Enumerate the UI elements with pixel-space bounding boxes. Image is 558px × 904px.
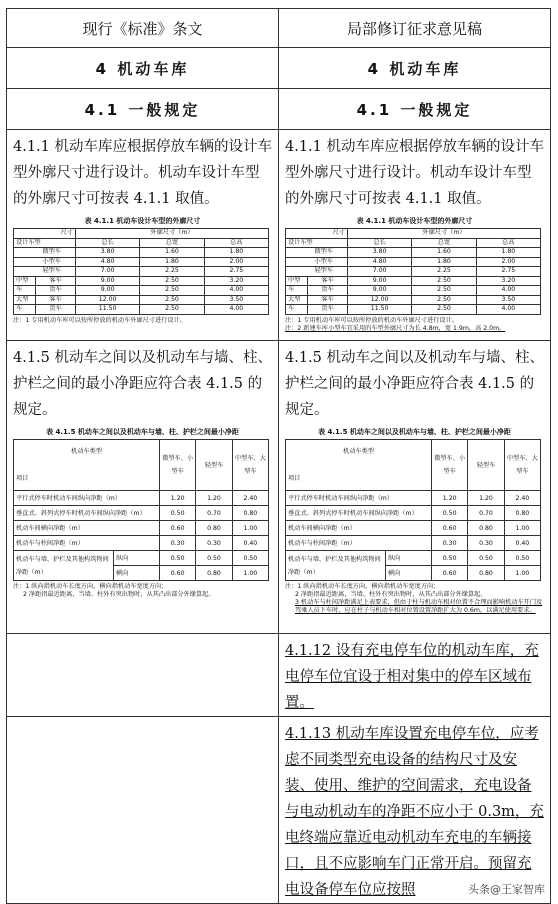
t415-value-cell: 2.40 — [232, 491, 268, 506]
t415-value-cell: 0.30 — [432, 536, 468, 551]
watermark: 头条@王家智库 — [465, 880, 548, 898]
t411-value-cell: 3.50 — [476, 295, 540, 305]
t411-value-cell: 2.50 — [412, 276, 476, 286]
t415-label-cell: 垂直式、斜列式停车时机动车间纵向净距（m） — [286, 506, 432, 521]
table-row — [286, 521, 541, 536]
t415-value-cell: 0.30 — [196, 536, 232, 551]
clause-411-left-cell — [7, 130, 279, 341]
clause-4113-text: 4.1.13 机动车库设置充电停车位，应考虑不同类型充电设备的结构尺寸及安装、使用、维护的空间需求，充电设备与电动机动车的净距不应小于 0.3m，充电终端应靠近电动机动车充电的车辆接口，且不应影响车门正常开启。预留充电设备停车位应按照 — [285, 726, 544, 898]
t411-value-cell: 3.20 — [204, 276, 268, 286]
t415-item-label: 项目 — [288, 475, 301, 482]
t415-value-cell: 1.20 — [432, 491, 468, 506]
t415-col: 微型车、小型车 — [160, 440, 196, 491]
t411-value-cell: 1.80 — [476, 248, 540, 258]
t415-value-cell: 0.80 — [504, 506, 540, 521]
t411-value-cell: 2.25 — [412, 267, 476, 277]
t411-type-label: 设计车型 — [14, 238, 76, 248]
t415-value-cell: 1.00 — [232, 566, 268, 581]
t411-type-cell: 小型车 — [286, 257, 348, 267]
t415-value-cell: 0.50 — [160, 551, 196, 566]
t411-value-cell: 4.80 — [348, 257, 412, 267]
header-revision: 局部修订征求意见稿 — [279, 9, 551, 48]
t415-notes-right — [285, 583, 544, 615]
table-row — [286, 295, 541, 305]
t415-value-cell: 0.50 — [432, 551, 468, 566]
t415-value-cell: 0.70 — [468, 506, 504, 521]
t415-col: 微型车、小型车 — [432, 440, 468, 491]
comparison-table — [6, 8, 551, 904]
header-row — [7, 9, 551, 48]
clause-411-left-text: 4.1.1 机动车库应根据停放车辆的设计车型外廓尺寸进行设计。机动车设计车型的外廓尺寸可按表 4.1.1 取值。 — [13, 139, 273, 207]
t411-note-right-2: 注：2 新建车库小型车宜采用的车型外廓尺寸为长 4.8m，宽 1.9m，高 2.0m。 — [285, 324, 506, 332]
t415-value-cell: 0.80 — [196, 566, 232, 581]
t415-value-cell: 0.50 — [232, 551, 268, 566]
table-row — [286, 536, 541, 551]
t411-col: 总宽 — [412, 238, 476, 248]
clause-415-right-cell — [279, 341, 551, 634]
t411-value-cell: 2.50 — [412, 305, 476, 315]
t415-value-cell: 2.40 — [504, 491, 540, 506]
clause-4112-row — [7, 634, 551, 717]
t415-value-cell: 0.70 — [196, 506, 232, 521]
t415-label-cell: 平行式停车时机动车间纵向净距（m） — [14, 491, 160, 506]
t411-value-cell: 2.25 — [140, 267, 204, 277]
section-right: 4.1 一般规定 — [279, 89, 551, 130]
t411-value-cell: 4.00 — [476, 286, 540, 296]
t415-col: 轻型车 — [468, 440, 504, 491]
table-row — [286, 506, 541, 521]
t415-dir-cell: 纵向 — [114, 551, 160, 566]
t415-value-cell: 0.80 — [468, 521, 504, 536]
table-row — [286, 257, 541, 267]
t415-col: 中型车、大型车 — [232, 440, 268, 491]
t415-wall-label: 机动车与墙、护栏及其他构筑物间净距（m） — [14, 551, 114, 581]
t411-type-cell: 客车 — [36, 276, 76, 286]
t411-value-cell: 2.50 — [412, 286, 476, 296]
t411-group-cell: 中型 — [14, 276, 36, 286]
table-row — [286, 267, 541, 277]
t415-value-cell: 0.80 — [196, 521, 232, 536]
t411-value-cell: 2.75 — [204, 267, 268, 277]
t415-notes-left — [13, 583, 272, 599]
t411-col: 总高 — [204, 238, 268, 248]
table-415-title-right: 表 4.1.5 机动车之间以及机动车与墙、柱、护栏之间最小净距 — [318, 428, 511, 436]
chapter-left: 4 机动车库 — [7, 48, 279, 89]
t411-value-cell: 2.50 — [140, 305, 204, 315]
t411-value-cell: 2.75 — [476, 267, 540, 277]
t411-value-cell: 1.60 — [140, 248, 204, 258]
t411-group-cell: 大型 — [286, 295, 308, 305]
t415-value-cell: 0.80 — [232, 506, 268, 521]
t411-col: 总高 — [476, 238, 540, 248]
table-411-title-left: 表 4.1.1 机动车设计车型的外廓尺寸 — [84, 217, 201, 225]
t411-note-right-1: 注：1 专用机动车库可以按所停放的机动车外廓尺寸进行设计。 — [285, 316, 458, 324]
t411-outer-label: 外廓尺寸（m） — [76, 229, 269, 239]
clause-415-right-text: 4.1.5 机动车之间以及机动车与墙、柱、护栏之间的最小净距应符合表 4.1.5 的规定。 — [285, 350, 545, 418]
t411-value-cell: 12.00 — [348, 295, 412, 305]
table-row — [14, 551, 269, 566]
t411-value-cell: 9.00 — [76, 286, 140, 296]
t415-label-cell: 机动车间横向净距（m） — [14, 521, 160, 536]
t411-group-cell: 车 — [14, 305, 36, 315]
t415-value-cell: 1.20 — [196, 491, 232, 506]
t411-value-cell: 4.80 — [76, 257, 140, 267]
t411-group-cell: 大型 — [14, 295, 36, 305]
t411-value-cell: 9.00 — [348, 286, 412, 296]
t415-type-label: 机动车类型 — [343, 448, 374, 455]
table-row — [14, 506, 269, 521]
clause-4112-right-cell — [279, 634, 551, 717]
t411-group-cell: 车 — [286, 286, 308, 296]
table-415-title-left: 表 4.1.5 机动车之间以及机动车与墙、柱、护栏之间最小净距 — [46, 428, 239, 436]
t415-value-cell: 0.40 — [504, 536, 540, 551]
t411-type-cell: 小型车 — [14, 257, 76, 267]
t415-note-line: 2 净距指最近距离，当墙、柱外有突出物时，从其凸出部分外缘算起。 — [23, 591, 215, 598]
t411-type-cell: 货车 — [36, 305, 76, 315]
t411-value-cell: 1.60 — [412, 248, 476, 258]
clause-415-row — [7, 341, 551, 634]
t411-dim-label: 尺寸 — [286, 229, 348, 239]
clause-4112-left-empty — [7, 634, 279, 717]
t411-type-cell: 货车 — [308, 305, 348, 315]
clause-415-left-text: 4.1.5 机动车之间以及机动车与墙、柱、护栏之间的最小净距应符合表 4.1.5 的规定。 — [13, 350, 273, 418]
table-row — [14, 276, 269, 286]
t411-value-cell: 2.50 — [412, 295, 476, 305]
table-row — [14, 286, 269, 296]
t415-dir-cell: 纵向 — [386, 551, 432, 566]
t411-type-cell: 客车 — [308, 295, 348, 305]
t411-type-cell: 轻型车 — [14, 267, 76, 277]
t411-type-cell: 微型车 — [14, 248, 76, 258]
t415-header-corner — [286, 440, 432, 491]
t411-col: 总长 — [348, 238, 412, 248]
t415-note-line: 2 净距指最近距离，当墙、柱外有突出物时，从其凸出部分外缘算起。 — [295, 591, 487, 598]
t415-value-cell: 1.20 — [160, 491, 196, 506]
t415-label-cell: 机动车与柱间净距（m） — [286, 536, 432, 551]
t415-dir-cell: 横向 — [386, 566, 432, 581]
clause-411-row — [7, 130, 551, 341]
t411-value-cell: 9.00 — [76, 276, 140, 286]
t411-value-cell: 3.20 — [476, 276, 540, 286]
t415-value-cell: 0.60 — [432, 521, 468, 536]
table-row — [286, 248, 541, 258]
t415-value-cell: 1.20 — [468, 491, 504, 506]
t411-type-cell: 轻型车 — [286, 267, 348, 277]
t411-value-cell: 2.50 — [140, 276, 204, 286]
t411-outer-label: 外廓尺寸（m） — [348, 229, 541, 239]
t415-value-cell: 0.50 — [196, 551, 232, 566]
t411-value-cell: 1.80 — [412, 257, 476, 267]
t411-note-left: 注：1 专用机动车库可以按所停放的机动车外廓尺寸进行设计。 — [13, 316, 186, 324]
t411-value-cell: 4.00 — [476, 305, 540, 315]
table-row — [14, 536, 269, 551]
t411-value-cell: 3.50 — [204, 295, 268, 305]
table-row — [286, 276, 541, 286]
t415-wall-label: 机动车与墙、护栏及其他构筑物间净距（m） — [286, 551, 386, 581]
t411-value-cell: 4.00 — [204, 305, 268, 315]
t411-value-cell: 7.00 — [76, 267, 140, 277]
table-row — [14, 491, 269, 506]
table-row — [286, 305, 541, 315]
t415-label-cell: 机动车与柱间净距（m） — [14, 536, 160, 551]
table-row — [14, 267, 269, 277]
t411-value-cell: 4.00 — [204, 286, 268, 296]
table-415-left — [13, 439, 269, 581]
table-411-left — [13, 228, 269, 315]
header-current: 现行《标准》条文 — [7, 9, 279, 48]
t415-value-cell: 0.50 — [160, 506, 196, 521]
table-row — [14, 521, 269, 536]
t411-type-cell: 客车 — [308, 276, 348, 286]
t415-col: 中型车、大型车 — [504, 440, 540, 491]
t415-note-line: 注：1 纵向指机动车长度方向，横向指机动车宽度方向； — [13, 583, 168, 590]
table-row — [286, 286, 541, 296]
t411-value-cell: 11.50 — [76, 305, 140, 315]
t415-value-cell: 0.30 — [160, 536, 196, 551]
t415-value-cell: 0.50 — [468, 551, 504, 566]
t415-note-line: 3 机动车与柱间净距满足上表要求，但由于柱与机动车相对位置不合理而影响机动车开门及驾乘人员下车时，应在柱子与机动车相对位置设置净距扩大为 0.6m，以满足使用要求。 — [295, 599, 543, 614]
table-row — [14, 295, 269, 305]
t411-dim-label: 尺寸 — [14, 229, 76, 239]
t415-value-cell: 0.80 — [468, 566, 504, 581]
t415-header-corner — [14, 440, 160, 491]
t411-col: 总长 — [76, 238, 140, 248]
chapter-right: 4 机动车库 — [279, 48, 551, 89]
t415-value-cell: 0.30 — [468, 536, 504, 551]
table-415-right — [285, 439, 541, 581]
t411-group-cell: 车 — [14, 286, 36, 296]
t411-value-cell: 3.80 — [76, 248, 140, 258]
t415-value-cell: 0.60 — [432, 566, 468, 581]
t415-value-cell: 0.50 — [504, 551, 540, 566]
clause-411-right-text: 4.1.1 机动车库应根据停放车辆的设计车型外廓尺寸进行设计。机动车设计车型的外廓尺寸可按表 4.1.1 取值。 — [285, 139, 545, 207]
t415-label-cell: 平行式停车时机动车间纵向净距（m） — [286, 491, 432, 506]
section-left: 4.1 一般规定 — [7, 89, 279, 130]
t411-value-cell: 2.00 — [476, 257, 540, 267]
t415-label-cell: 机动车间横向净距（m） — [286, 521, 432, 536]
table-row — [14, 257, 269, 267]
t411-value-cell: 9.00 — [348, 276, 412, 286]
clause-411-right-cell — [279, 130, 551, 341]
t415-value-cell: 0.50 — [432, 506, 468, 521]
t411-value-cell: 2.00 — [204, 257, 268, 267]
t411-group-cell: 车 — [286, 305, 308, 315]
t415-note-line: 注：1 纵向指机动车长度方向，横向指机动车宽度方向； — [285, 583, 440, 590]
t411-value-cell: 1.80 — [204, 248, 268, 258]
table-row — [14, 305, 269, 315]
t411-value-cell: 11.50 — [348, 305, 412, 315]
clause-4113-right-cell — [279, 717, 551, 904]
t411-value-cell: 2.50 — [140, 286, 204, 296]
t415-value-cell: 1.00 — [504, 521, 540, 536]
t411-value-cell: 1.80 — [140, 257, 204, 267]
t415-value-cell: 1.00 — [232, 521, 268, 536]
t415-col: 轻型车 — [196, 440, 232, 491]
table-411-right — [285, 228, 541, 315]
t411-type-cell: 微型车 — [286, 248, 348, 258]
t411-type-label: 设计车型 — [286, 238, 348, 248]
table-row — [286, 551, 541, 566]
chapter-row — [7, 48, 551, 89]
t411-value-cell: 12.00 — [76, 295, 140, 305]
t415-value-cell: 0.60 — [160, 566, 196, 581]
t411-group-cell: 中型 — [286, 276, 308, 286]
table-411-title-right: 表 4.1.1 机动车设计车型的外廓尺寸 — [356, 217, 473, 225]
t415-type-label: 机动车类型 — [71, 448, 102, 455]
t411-value-cell: 7.00 — [348, 267, 412, 277]
t411-value-cell: 2.50 — [140, 295, 204, 305]
t415-label-cell: 垂直式、斜列式停车时机动车间纵向净距（m） — [14, 506, 160, 521]
clause-4113-left-empty — [7, 717, 279, 904]
t411-value-cell: 3.80 — [348, 248, 412, 258]
clause-4112-text: 4.1.12 设有充电停车位的机动车库，充电停车位宜设于相对集中的停车区域布置。 — [285, 643, 539, 711]
clause-415-left-cell — [7, 341, 279, 634]
table-row — [14, 248, 269, 258]
section-row — [7, 89, 551, 130]
t415-value-cell: 1.00 — [504, 566, 540, 581]
table-row — [286, 491, 541, 506]
t415-dir-cell: 横向 — [114, 566, 160, 581]
t411-type-cell: 客车 — [36, 295, 76, 305]
t415-item-label: 项目 — [16, 475, 29, 482]
t415-value-cell: 0.40 — [232, 536, 268, 551]
clause-4113-row — [7, 717, 551, 904]
t415-value-cell: 0.60 — [160, 521, 196, 536]
t411-col: 总宽 — [140, 238, 204, 248]
t411-type-cell: 货车 — [36, 286, 76, 296]
t411-type-cell: 货车 — [308, 286, 348, 296]
